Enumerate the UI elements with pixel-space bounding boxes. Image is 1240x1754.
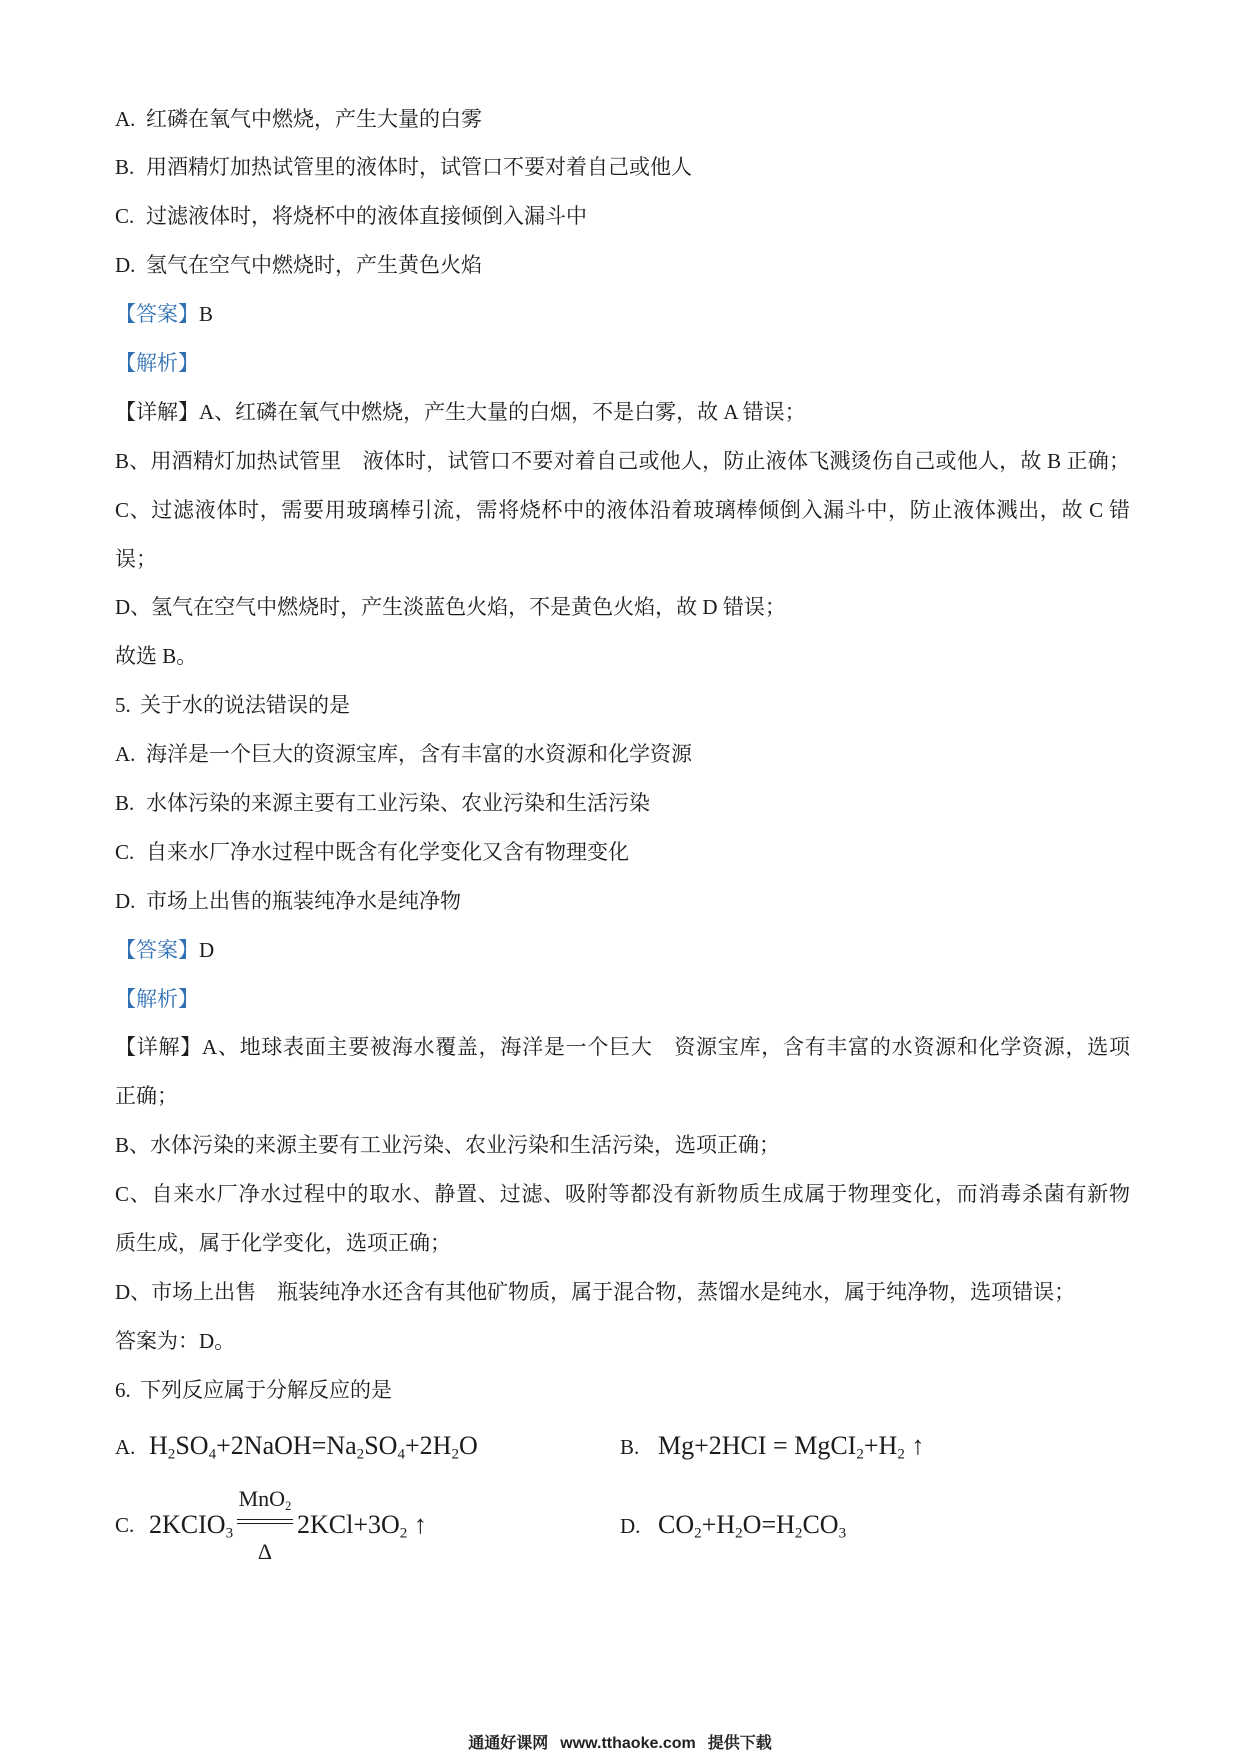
q5-explanation-line: B、水体污染的来源主要有工业污染、农业污染和生活污染，选项正确； xyxy=(115,1133,781,1158)
formula-text: Mg+2HCI = MgCI xyxy=(658,1431,857,1460)
formula-text: O xyxy=(458,1431,478,1460)
question-text: 下列反应属于分解反应的是 xyxy=(140,1377,392,1402)
formula-subscript: 2 xyxy=(794,1525,803,1542)
footer-url: www.tthaoke.com xyxy=(560,1735,696,1752)
q4-option-d xyxy=(115,241,1130,290)
option-label: A. xyxy=(115,106,136,131)
option-label: C. xyxy=(115,1513,135,1537)
q5-explanation-line: 【详解】A、地球表面主要被海水覆盖，海洋是一个巨大 资源宝库，含有丰富的水资源和化学资源，选项 xyxy=(115,1035,1130,1060)
option-label: A. xyxy=(115,1435,136,1459)
chemical-equation xyxy=(149,1431,478,1463)
q5-option-a xyxy=(115,730,1130,779)
analysis-tag: 【解析】 xyxy=(115,986,199,1011)
q5-analysis-heading xyxy=(115,975,1130,1024)
option-text: 过滤液体时，将烧杯中的液体直接倾倒入漏斗中 xyxy=(146,204,587,229)
formula-subscript: 2 xyxy=(356,1446,365,1463)
chemical-equation xyxy=(658,1431,925,1463)
q4-explanation-line: 误； xyxy=(115,546,157,571)
option-label: D. xyxy=(115,253,136,278)
q6-option-a xyxy=(115,1430,595,1462)
formula-subscript: 3 xyxy=(838,1525,847,1542)
q6-option-d xyxy=(620,1509,1100,1541)
answer-tag: 【答案】 xyxy=(115,302,199,327)
question-text: 关于水的说法错误的是 xyxy=(140,693,350,718)
catalyst-label xyxy=(239,1487,292,1511)
q6-option-c xyxy=(115,1486,595,1564)
answer-value: B xyxy=(199,302,214,327)
page-footer xyxy=(0,1734,1240,1752)
formula-subscript: 2 xyxy=(451,1446,459,1463)
formula-subscript: 2 xyxy=(694,1525,702,1542)
answer-tag: 【答案】 xyxy=(115,937,199,962)
formula-subscript: 2 xyxy=(856,1446,864,1463)
option-label: B. xyxy=(115,155,135,180)
formula-text: H xyxy=(149,1431,168,1460)
q4-option-b xyxy=(115,143,1130,192)
option-text: 海洋是一个巨大的资源宝库，含有丰富的水资源和化学资源 xyxy=(146,742,692,767)
q4-explanation-line: D、氢气在空气中燃烧时，产生淡蓝色火焰，不是黄色火焰，故 D 错误； xyxy=(115,595,786,620)
equation-reactant xyxy=(149,1509,233,1541)
answer-value: D xyxy=(199,937,215,962)
option-label: A. xyxy=(115,742,136,767)
footer-site-name: 通通好课网 xyxy=(468,1733,549,1752)
q5-explanation-line: 质生成，属于化学变化，选项正确； xyxy=(115,1230,451,1255)
formula-text: +2NaOH=Na xyxy=(216,1431,357,1460)
formula-text: +2H xyxy=(404,1431,452,1460)
formula-subscript: 4 xyxy=(208,1446,217,1463)
equation-product xyxy=(297,1509,427,1541)
page-content xyxy=(115,95,1130,1415)
option-text: 市场上出售的瓶装纯净水是纯净物 xyxy=(146,888,461,913)
q4-explanation-line: C、过滤液体时，需要用玻璃棒引流，需将烧杯中的液体沿着玻璃棒倾倒入漏斗中，防止液体溅出，故 C 错 xyxy=(115,497,1130,522)
q5-answer xyxy=(115,926,1130,975)
formula-subscript: 4 xyxy=(397,1446,405,1463)
question-number: 6. xyxy=(115,1377,131,1402)
option-text: 氢气在空气中燃烧时，产生黄色火焰 xyxy=(146,253,482,278)
option-label: D. xyxy=(620,1514,641,1538)
option-text: 水体污染的来源主要有工业污染、农业污染和生活污染 xyxy=(146,790,650,815)
heat-symbol: Δ xyxy=(257,1538,273,1564)
q4-answer xyxy=(115,290,1130,339)
equals-double-line xyxy=(237,1519,293,1524)
formula-subscript: 2 xyxy=(735,1525,743,1542)
q6-stem xyxy=(115,1366,1130,1415)
formula-text: ↑ xyxy=(904,1431,925,1460)
option-text: 用酒精灯加热试管里的液体时，试管口不要对着自己或他人 xyxy=(146,155,692,180)
formula-text: MnO xyxy=(238,1486,286,1511)
reaction-condition xyxy=(233,1487,297,1564)
option-label: C. xyxy=(115,204,135,229)
q5-option-d xyxy=(115,877,1130,926)
formula-subscript: 2 xyxy=(167,1446,176,1463)
q4-option-a xyxy=(115,95,1130,144)
q5-explanation-line: 答案为：D。 xyxy=(115,1328,236,1353)
formula-text: ↑ xyxy=(407,1510,427,1539)
chemical-equation xyxy=(658,1510,847,1542)
q5-option-c xyxy=(115,828,1130,877)
q4-explanation-line: B、用酒精灯加热试管里 液体时，试管口不要对着自己或他人，防止液体飞溅烫伤自己或他人，故 B 正确； xyxy=(115,448,1130,473)
formula-text: CO xyxy=(658,1510,695,1539)
question-number: 5. xyxy=(115,693,131,718)
formula-subscript: 2 xyxy=(399,1525,408,1542)
option-label: C. xyxy=(115,839,135,864)
option-text: 自来水厂净水过程中既含有化学变化又含有物理变化 xyxy=(146,839,629,864)
analysis-tag: 【解析】 xyxy=(115,350,199,375)
formula-text: 2KCIO xyxy=(149,1510,226,1539)
formula-text: 2KCl+3O xyxy=(297,1510,400,1539)
q5-option-b xyxy=(115,779,1130,828)
formula-text: SO xyxy=(364,1431,398,1460)
footer-suffix: 提供下载 xyxy=(707,1733,772,1752)
formula-text: CO xyxy=(802,1510,839,1539)
q4-explanation-line: 【详解】A、红磷在氧气中燃烧，产生大量的白烟，不是白雾，故 A 错误； xyxy=(115,399,806,424)
q5-explanation-line: C、自来水厂净水过程中的取水、静置、过滤、吸附等都没有新物质生成属于物理变化，而消毒杀菌有新物 xyxy=(115,1182,1130,1207)
q5-explanation-line: D、市场上出售 瓶装纯净水还含有其他矿物质，属于混合物，蒸馏水是纯水，属于纯净物，选项错误； xyxy=(115,1279,1076,1304)
option-label: D. xyxy=(115,888,136,913)
formula-subscript: 2 xyxy=(897,1446,905,1463)
q4-option-c xyxy=(115,192,1130,241)
formula-subscript: 3 xyxy=(225,1525,234,1542)
formula-text: +H xyxy=(701,1510,736,1539)
option-text: 红磷在氧气中燃烧，产生大量的白雾 xyxy=(146,106,482,131)
option-label: B. xyxy=(115,790,135,815)
q6-option-b xyxy=(620,1430,1100,1462)
q5-stem xyxy=(115,681,1130,730)
formula-text: SO xyxy=(175,1431,209,1460)
formula-text: O=H xyxy=(742,1510,795,1539)
formula-text: +H xyxy=(863,1431,898,1460)
formula-subscript: 2 xyxy=(285,1498,292,1513)
q4-explanation-line: 故选 B。 xyxy=(115,644,198,669)
option-label: B. xyxy=(620,1435,640,1459)
q5-explanation-line: 正确； xyxy=(115,1084,178,1109)
q4-analysis-heading xyxy=(115,339,1130,388)
